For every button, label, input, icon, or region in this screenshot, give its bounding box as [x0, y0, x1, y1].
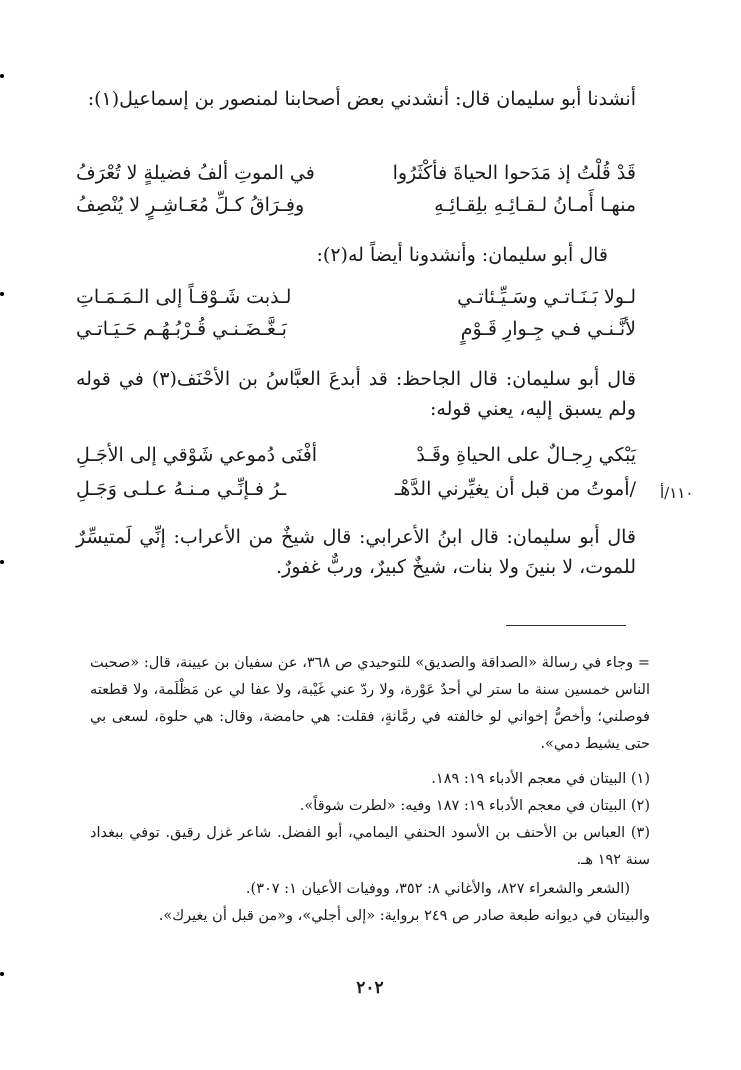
page-number: ٢٠٢ [356, 978, 384, 998]
scan-mark [0, 560, 4, 564]
verse-second-hemistich: بَـغَّـضَـنـي قُـرْبُـهُـم حَـيَـاتـي [76, 318, 287, 340]
footnote-2: (٢) البيتان في معجم الأدباء ١٩: ١٨٧ وفيه: «لطرت شوقاً». [299, 798, 650, 814]
verse-first-hemistich: /أموتُ من قبل أن يغيِّرني الدَّهْـ [394, 478, 636, 500]
verse-line [76, 444, 636, 474]
paragraph: قال أبو سليمان: قال ابنُ الأعرابي: قال شيخٌ من الأعراب: إنِّي لَمتيسِّرٌ للموت، لا بنينَ ولا بنات، شيخٌ كبيرٌ، وربٌّ غفورٌ. [76, 526, 636, 578]
verse-line [76, 478, 636, 508]
verse-first-hemistich: قَدْ قُلْتُ إذ مَدَحوا الحياةَ فأكْثَرُوا [392, 162, 636, 184]
verse-line [76, 162, 636, 192]
verse-line [76, 194, 636, 224]
footnote-separator [506, 625, 626, 626]
verse-line [76, 318, 636, 348]
footnote-1: (١) البيتان في معجم الأدباء ١٩: ١٨٩. [431, 771, 650, 787]
scan-mark [0, 292, 4, 296]
verse-second-hemistich: لـذبت شَـوْقـاً إلى الـمَـمَـاتِ [76, 286, 292, 308]
verse-line [76, 286, 636, 316]
verse-second-hemistich: في الموتِ ألفُ فضيلةٍ لا تُعْرَفُ [76, 162, 315, 184]
scan-mark [0, 972, 4, 976]
paragraph: قال أبو سليمان: قال الجاحظ: قد أبدعَ العبَّاسُ بن الأحْنَف(٣) في قوله ولم يسبق إليه، يعني قوله: [76, 368, 636, 420]
verse-first-hemistich: لأنَّـنـي فـي جِـوارِ قَـوْمٍ [460, 318, 636, 340]
manuscript-folio-ref: ١١٠/أ [660, 484, 694, 502]
footnote-3-diwan: والبيتان في ديوانه طبعة صادر ص ٢٤٩ برواية: «إلى أجلي»، و«من قبل أن يغيرك». [158, 908, 650, 924]
footnote-3: (٣) العباس بن الأحنف بن الأسود الحنفي اليمامي، أبو الفضل. شاعر غزل رقيق. توفي ببغداد سنة ١٩٢ هـ. [90, 825, 650, 868]
paragraph: قال أبو سليمان: وأنشدونا أيضاً له(٢): [316, 244, 608, 266]
verse-second-hemistich: وفِـرَاقُ كـلِّ مُعَـاشِـرٍ لا يُنْصِفُ [76, 194, 305, 216]
verse-second-hemistich: أفْنَى دُموعي شَوْقي إلى الأجَـلِ [76, 444, 318, 466]
verse-first-hemistich: يَبْكي رِجـالٌ على الحياةِ وقَـدْ [416, 444, 636, 466]
footnote-3-sources: (الشعر والشعراء ٨٢٧، والأغاني ٨: ٣٥٢، ووفيات الأعيان ١: ٣٠٧). [245, 881, 630, 897]
footnote-continued: = وجاء في رسالة «الصداقة والصديق» للتوحيدي ص ٣٦٨، عن سفيان بن عيينة، قال: «صحبت الناس خمسين سنة ما ستر لي أحدٌ عَوْرة، ولا ردّ عني غَيْبة، ولا عفا لي عن مَظْلَمة، ولا قطعته فوصلني؛ وأخصُّ إخواني لو خالفته في رمَّانةٍ، فقلت: هي حامضة، وقال: هي حلوة، لسعى بي حتى يشيط دمي». [90, 655, 650, 752]
verse-first-hemistich: لـولا بَـنَـاتـي وسَـيِّـئاتـي [457, 286, 636, 308]
paragraph-intro: أنشدنا أبو سليمان قال: أنشدني بعض أصحابنا لمنصور بن إسماعيل(١): [87, 88, 636, 110]
verse-second-hemistich: ـرُ فـإنِّـي مـنـهُ عـلـى وَجَـلِ [76, 478, 287, 500]
verse-first-hemistich: منهـا أَمـانُ لـقـائِـهِ بلِقـائِـهِ [434, 194, 636, 216]
scan-mark [0, 74, 4, 78]
